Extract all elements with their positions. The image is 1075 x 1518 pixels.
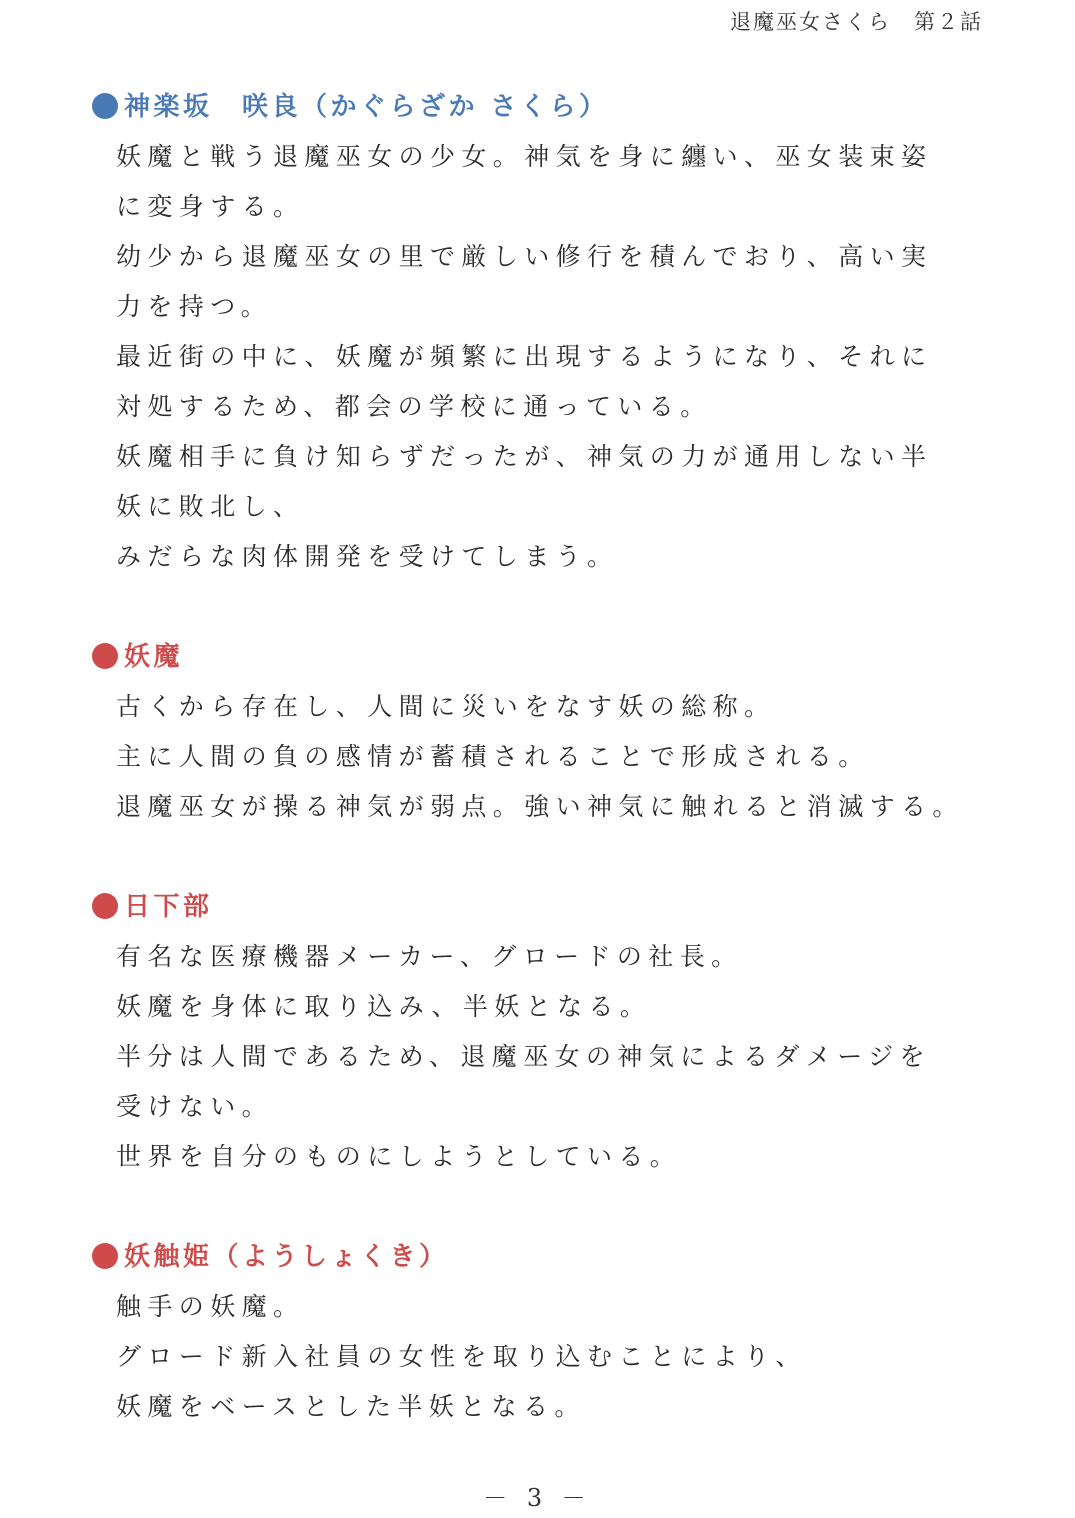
body-line: 妖に敗北し、 [116, 492, 305, 521]
section-body [92, 682, 992, 832]
body-line: グロード新入社員の女性を取り込むことにより、 [116, 1342, 807, 1371]
section-kusakabe [92, 882, 992, 1182]
body-line: 妖魔相手に負け知らずだったが、神気の力が通用しない半 [116, 442, 933, 471]
section-spacer [92, 582, 992, 632]
body-line: 力を持つ。 [116, 292, 273, 321]
section-title: 妖触姫（ようしょくき） [124, 1242, 449, 1272]
body-line: 幼少から退魔巫女の里で厳しい修行を積んでおり、高い実 [116, 242, 933, 271]
section-title: 神楽坂 咲良（かぐらざか さくら） [124, 92, 609, 122]
section-youshokuki [92, 1232, 992, 1432]
section-heading [92, 1232, 992, 1282]
body-line: 退魔巫女が操る神気が弱点。強い神気に触れると消滅する。 [116, 792, 964, 821]
bullet-circle-icon [92, 93, 118, 119]
section-heading [92, 882, 992, 932]
body-line: 古くから存在し、人間に災いをなす妖の総称。 [116, 692, 776, 721]
body-line: 妖魔をベースとした半妖となる。 [116, 1392, 586, 1421]
bullet-circle-icon [92, 1243, 118, 1269]
body-line: 対処するため、都会の学校に通っている。 [116, 392, 712, 421]
section-title: 妖魔 [124, 642, 184, 672]
body-line: 世界を自分のものにしようとしている。 [116, 1142, 682, 1171]
document-header-title: 退魔巫女さくら 第２話 [730, 10, 983, 34]
body-line: 受けない。 [116, 1092, 274, 1121]
section-body [92, 132, 992, 582]
bullet-circle-icon [92, 643, 118, 669]
section-heading [92, 82, 992, 132]
body-line: 半分は人間であるため、退魔巫女の神気によるダメージを [116, 1042, 931, 1071]
section-body [92, 1282, 992, 1432]
body-line: みだらな肉体開発を受けてしまう。 [116, 542, 619, 571]
body-line: 妖魔を身体に取り込み、半妖となる。 [116, 992, 652, 1021]
character-glossary [92, 82, 992, 1432]
body-line: 主に人間の負の感情が蓄積されることで形成される。 [116, 742, 870, 771]
section-youma [92, 632, 992, 832]
body-line: 有名な医療機器メーカー、グロードの社長。 [116, 942, 743, 971]
page-number: － 3 － [483, 1484, 592, 1512]
bullet-circle-icon [92, 893, 118, 919]
body-line: 最近街の中に、妖魔が頻繁に出現するようになり、それに [116, 342, 933, 371]
section-spacer [92, 1182, 992, 1232]
body-line: に変身する。 [116, 192, 305, 221]
section-title: 日下部 [124, 892, 213, 922]
section-kagurazaka-sakura [92, 82, 992, 582]
body-line: 妖魔と戦う退魔巫女の少女。神気を身に纏い、巫女装束姿 [116, 142, 933, 171]
section-body [92, 932, 992, 1182]
body-line: 触手の妖魔。 [116, 1292, 305, 1321]
section-spacer [92, 832, 992, 882]
section-heading [92, 632, 992, 682]
